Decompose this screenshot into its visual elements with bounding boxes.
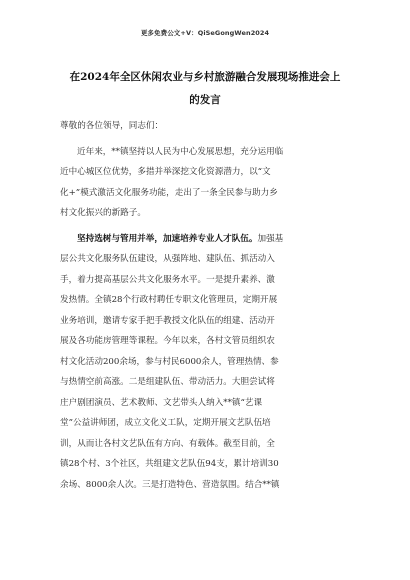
paragraph-2-line: 发热情。全镇28个行政村聘任专职文化管理员，定期开展 [60, 295, 278, 305]
salutation: 尊敬的各位领导，同志们： [60, 121, 164, 131]
paragraph-2-line: 层公共文化服务队伍建设，从强阵地、建队伍、抓活动入 [60, 254, 275, 264]
paragraph-2-lead-rest: 加强基 [257, 233, 284, 244]
paragraph-2-line: 镇28个村、3个社区，共组建文艺队伍94支，累计培训30 [60, 459, 279, 469]
document-body [60, 116, 355, 495]
paragraph-2-line: 堂”公益讲师团，成立文化义工队，定期开展文艺队伍培 [60, 418, 271, 428]
paragraph-2-line: 训，从而让各村文艺队伍有方向、有载体。截至目前，全 [60, 438, 275, 449]
paragraph-2 [60, 229, 355, 496]
paragraph-2-line: 庄户剧团演员、艺术教师、文艺带头人纳入**镇“艺课 [60, 397, 263, 408]
paragraph-2-line: 业务培训，邀请专家手把手教授文化队伍的组建、活动开 [60, 315, 275, 326]
paragraph-2-line: 与热情空前高涨。二是组建队伍、带动活力。大胆尝试将 [60, 377, 275, 387]
paragraph-1 [60, 142, 355, 224]
paragraph-2-lead-line [60, 229, 355, 250]
document-title [60, 66, 350, 112]
paragraph-1-line: 化+”模式激活文化服务功能，走出了一条全民参与助力乡 [60, 187, 278, 198]
title-line-1: 在2024年全区休闲农业与乡村旅游融合发展现场推进会上 [69, 71, 341, 83]
header-note: 更多免费公文+V：QiSeGongWen2024 [140, 29, 270, 37]
paragraph-1-line: 近中心城区位优势，多措并举深挖文化资源潜力，以“文 [60, 167, 271, 177]
title-line-2: 的发言 [189, 94, 221, 106]
paragraph-2-line: 手，着力提高基层公共文化服务水平。一是提升素养、激 [60, 274, 275, 285]
section-heading: 坚持选树与管用并举，加速培养专业人才队伍。 [77, 233, 258, 244]
paragraph-2-line: 展及各功能房管理等课程。今年以来，各村文管员组织农 [60, 336, 275, 346]
paragraph-1-line: 村文化振兴的新路子。 [60, 208, 146, 218]
paragraph-2-line: 余场、8000余人次。三是打造特色、营造氛围。结合**镇 [60, 479, 280, 490]
paragraph-2-line: 村文化活动200余场，参与村民6000余人，管理热情、参 [60, 356, 279, 367]
paragraph-1-line: 近年来，**镇坚持以人民为中心发展思想，充分运用临 [77, 146, 284, 157]
